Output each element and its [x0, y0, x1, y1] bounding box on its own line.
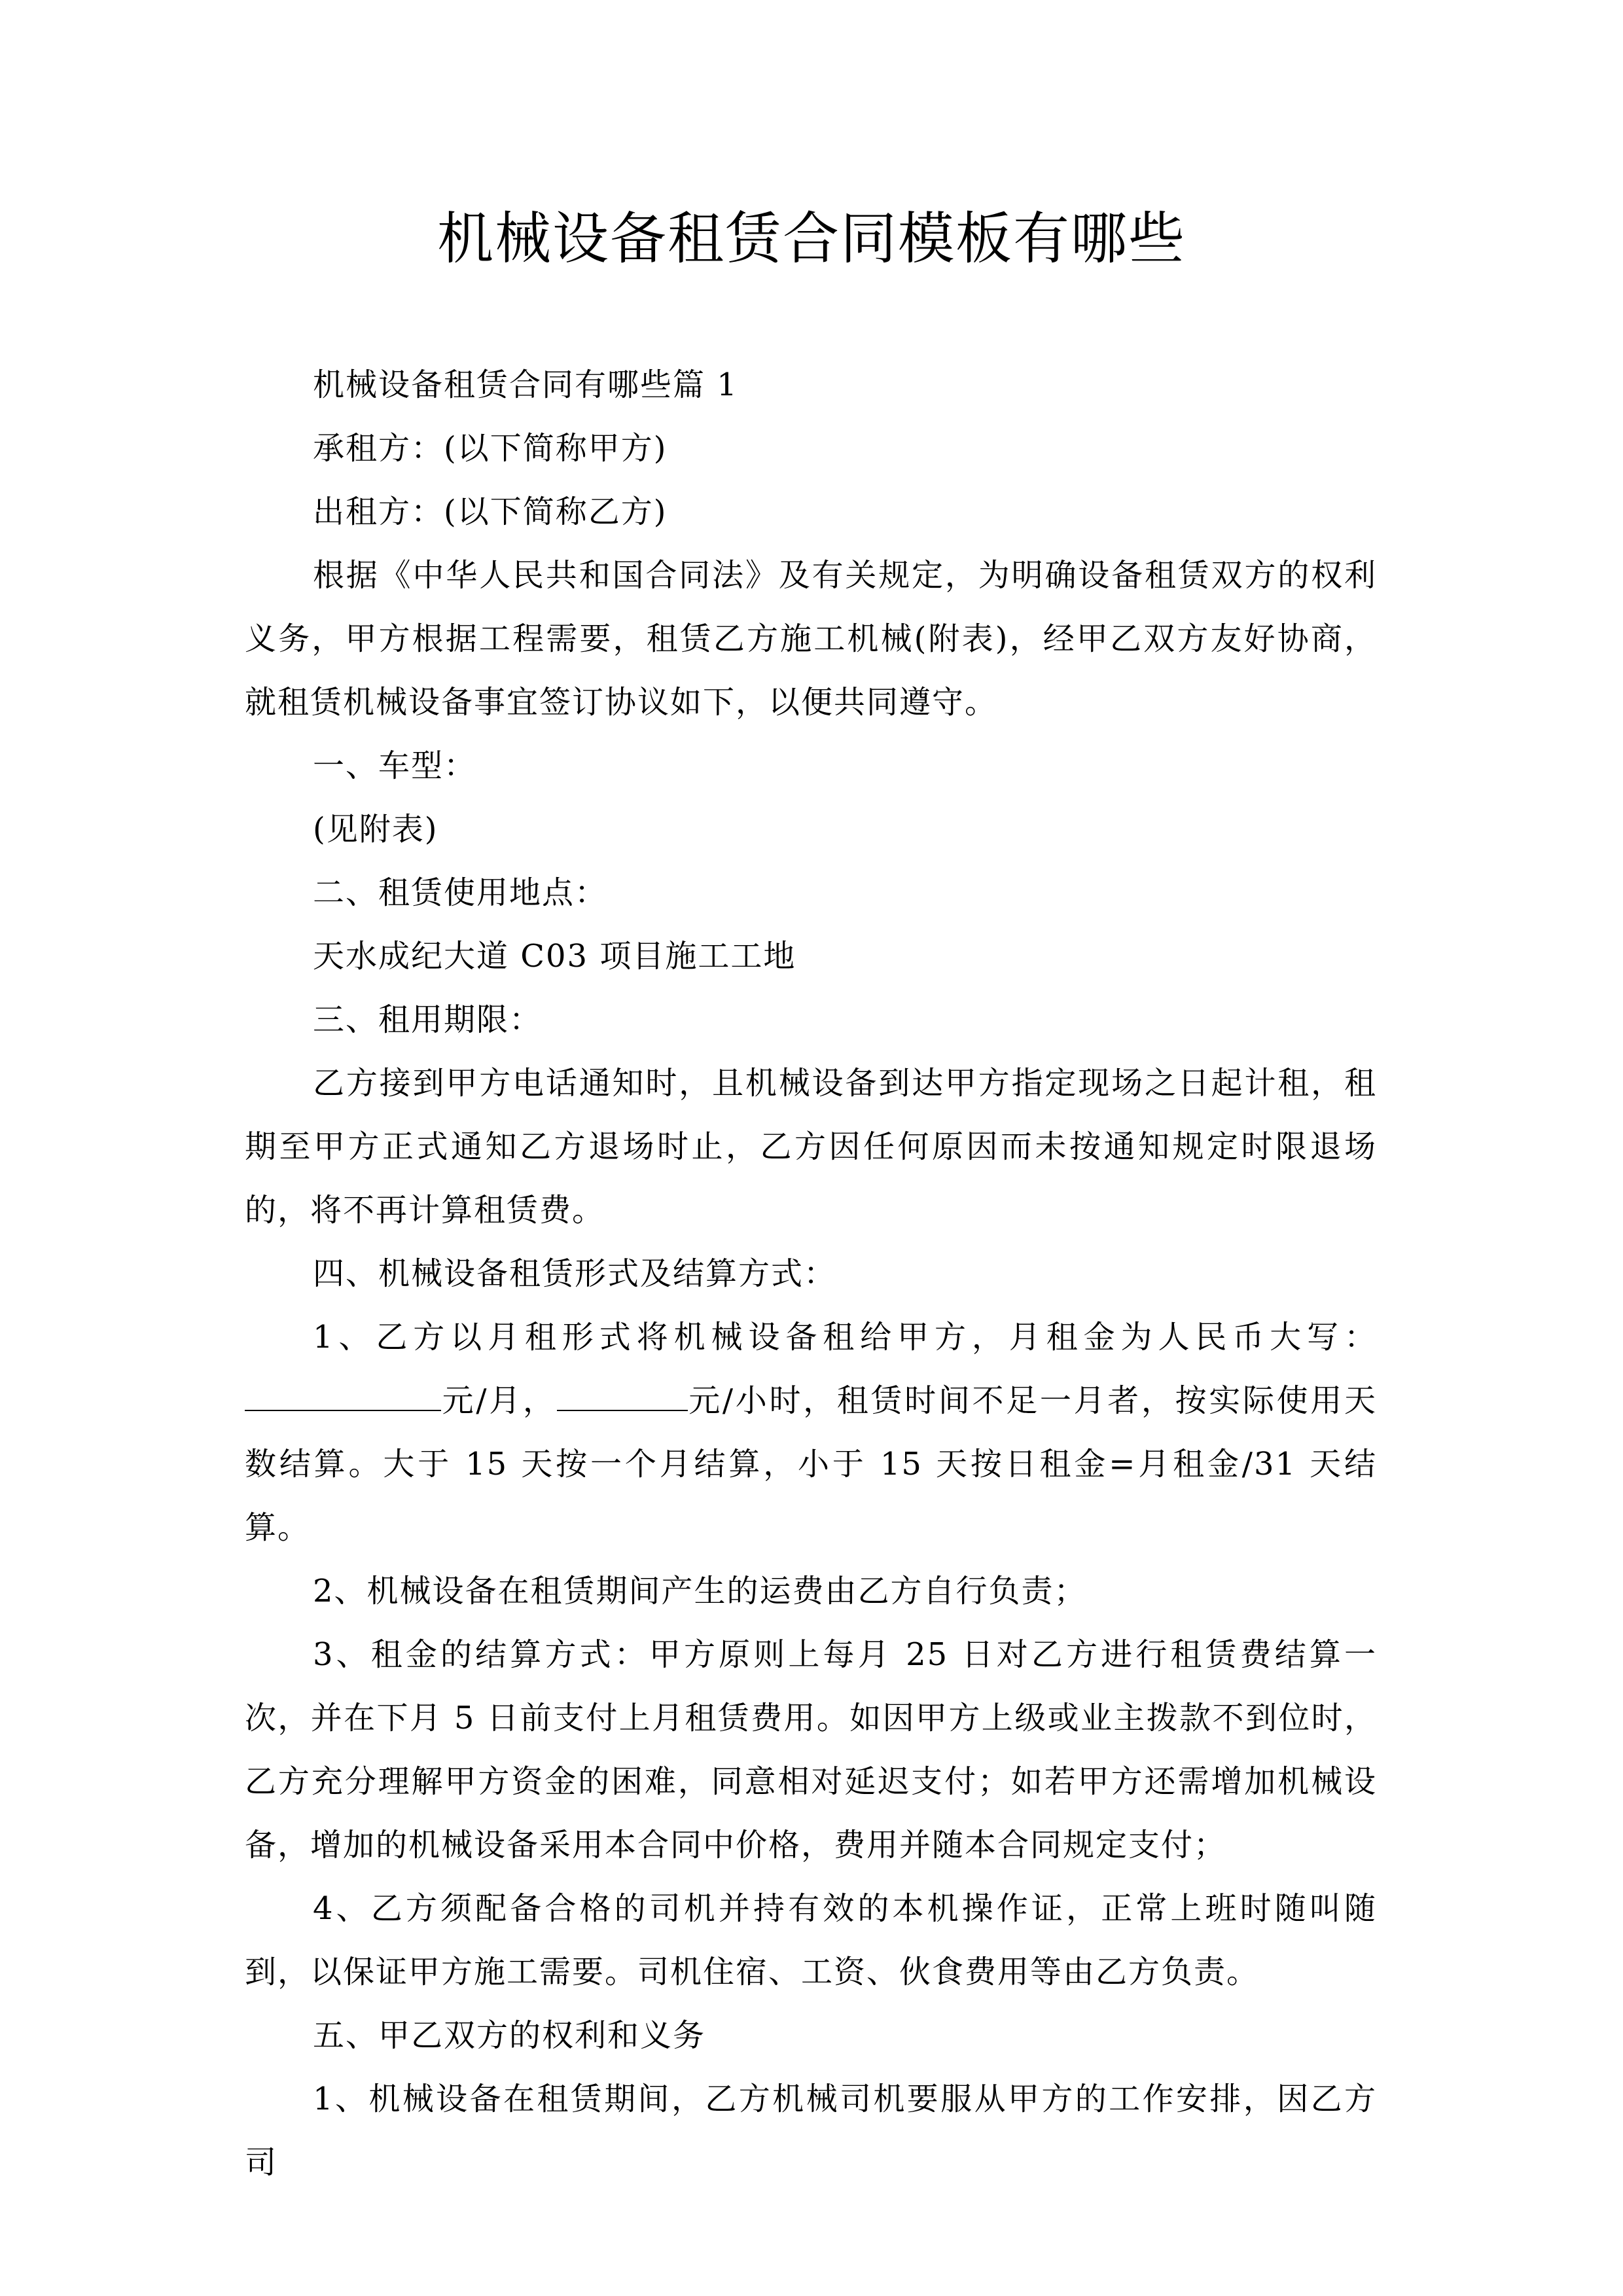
- clause-4-item-1-part-b: 元/月，: [441, 1382, 557, 1419]
- clause-4-heading: 四、机械设备租赁形式及结算方式：: [313, 1255, 837, 1292]
- clause-3-heading: 三、租用期限：: [313, 1001, 543, 1038]
- clause-1-heading: 一、车型：: [313, 747, 477, 784]
- clause-3-content: 乙方接到甲方电话通知时，且机械设备到达甲方指定现场之日起计租，租期至甲方正式通知乙方退场时止，乙方因任何原因而未按通知规定时限退场的，将不再计算租赁费。: [245, 1065, 1377, 1229]
- clause-4-item-3: 3、租金的结算方式：甲方原则上每月 25 日对乙方进行租赁费结算一次，并在下月 5 日前支付上月租赁费用。如因甲方上级或业主拨款不到位时，乙方充分理解甲方资金的困难，同意相对延迟支付；如若甲方还需增加机械设备，增加的机械设备采用本合同中价格，费用并随本合同规定支付；: [245, 1636, 1377, 1863]
- clause-4-item-2: 2、机械设备在租赁期间产生的运费由乙方自行负责；: [313, 1573, 1087, 1609]
- monthly-rent-blank[interactable]: [245, 1384, 441, 1411]
- document-body: [245, 353, 1377, 2195]
- clause-4-item-1-part-a: 1、乙方以月租形式将机械设备租给甲方，月租金为人民币大写：: [313, 1319, 1377, 1355]
- preamble-paragraph: 根据《中华人民共和国合同法》及有关规定，为明确设备租赁双方的权利义务，甲方根据工程需要，租赁乙方施工机械(附表)，经甲乙双方友好协商，就租赁机械设备事宜签订协议如下，以便共同遵守。: [245, 557, 1377, 721]
- clause-5-heading: 五、甲乙双方的权利和义务: [313, 2017, 706, 2054]
- lessee-line: 承租方：(以下简称甲方): [313, 430, 668, 467]
- clause-1-content: (见附表): [313, 811, 438, 848]
- clause-2-content: 天水成纪大道 C03 项目施工工地: [313, 938, 796, 975]
- hourly-rent-blank[interactable]: [557, 1384, 688, 1411]
- clause-4-item-1: [245, 1306, 1377, 1560]
- section-heading-part1: 机械设备租赁合同有哪些篇 1: [313, 367, 738, 403]
- clause-4-item-4: 4、乙方须配备合格的司机并持有效的本机操作证，正常上班时随叫随到，以保证甲方施工需要。司机住宿、工资、伙食费用等由乙方负责。: [245, 1890, 1377, 1990]
- clause-2-heading: 二、租赁使用地点：: [313, 874, 608, 911]
- document-title: 机械设备租赁合同模板有哪些: [437, 206, 1186, 272]
- lessor-line: 出租方：(以下简称乙方): [313, 493, 668, 530]
- clause-4-item-1-part-c: 元/小时，租赁时间不足一月者，按实际使用天数结算。大于 15 天按一个月结算，小于 15 天按日租金=月租金/31 天结算。: [245, 1382, 1377, 1546]
- clause-5-item-1: 1、机械设备在租赁期间，乙方机械司机要服从甲方的工作安排，因乙方司: [245, 2081, 1377, 2181]
